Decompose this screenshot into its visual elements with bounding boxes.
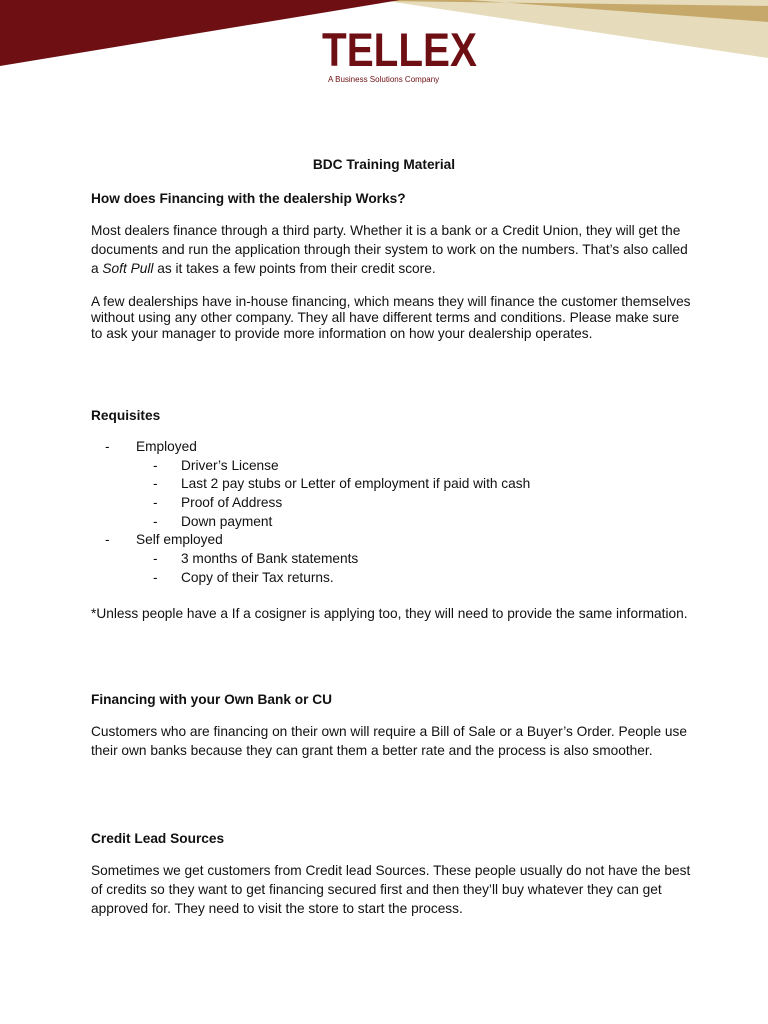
paragraph-third-party: Most dealers finance through a third party. Whether it is a bank or a Credit Union, they will get the documents and run the application through their system to work on the numbers. That’s also called a Soft Pull as it takes a few points from their credit score. — [91, 223, 688, 276]
soft-pull-term: Soft Pull — [102, 261, 154, 276]
section-heading-own-bank: Financing with your Own Bank or CU — [91, 692, 333, 707]
section-heading-requisites: Requisites — [91, 408, 161, 423]
paragraph-in-house: A few dealerships have in-house financing, which means they will finance the customer themselves without using any other company. They all have different terms and conditions. Please make sure to ask your manager to provide more information on how your dealership operates. — [91, 294, 691, 341]
company-logo — [322, 23, 477, 84]
paragraph-own-bank: Customers who are financing on their own will require a Bill of Sale or a Buyer’s Order. People use their own banks because they can grant them a better rate and the process is also smoother. — [91, 724, 687, 758]
paragraph-credit-lead: Sometimes we get customers from Credit lead Sources. These people usually do not have the best of credits so they want to get financing secured first and then they’ll buy whatever they can get approved for. They need to visit the store to start the process. — [91, 863, 691, 916]
paragraph-cosigner-note: *Unless people have a If a cosigner is applying too, they will need to provide the same information. — [91, 606, 688, 621]
section-heading-financing: How does Financing with the dealership Works? — [91, 191, 406, 206]
logo-tagline: A Business Solutions Company — [328, 75, 440, 84]
document-title: BDC Training Material — [312, 157, 456, 172]
section-heading-credit-lead: Credit Lead Sources — [91, 831, 225, 846]
logo-wordmark: TELLEX — [322, 23, 477, 76]
